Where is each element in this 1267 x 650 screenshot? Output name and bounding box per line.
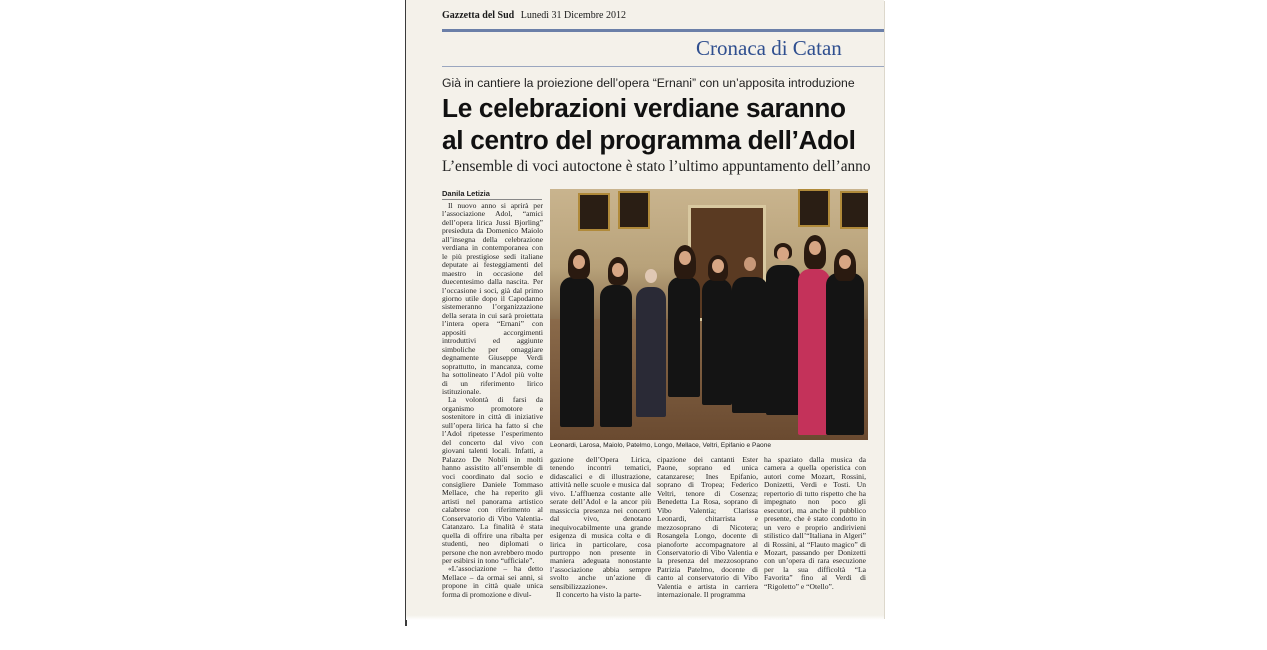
body-paragraph: cipazione dei cantanti Ester Paone, soprano ed unica catanzarese; Ines Epifanio, soprano di Tropea; Federico Veltri, tenore di Cosenza; Benedetta La Rosa, soprano di Vibo Valentia; Clarissa Leonardi, chitarrista e mezzosoprano di Nicotera; Rosangela Longo, docente di pianoforte accompagnatore al Conservatorio di Vibo Valentia e la presenza del mezzosoprano Patrizia Patelmo, docente di canto al conservatorio di Vibo Valentia e artista in carriera internazionale. Il programma	[657, 456, 758, 600]
portrait-frame	[798, 189, 830, 227]
body-paragraph: Il concerto ha visto la parte-	[556, 590, 642, 600]
section-rule	[442, 66, 884, 67]
group-photo	[550, 189, 868, 440]
torn-bottom-edge	[406, 612, 884, 620]
person-head	[612, 263, 624, 277]
person-head	[573, 255, 585, 269]
person-figure	[826, 273, 864, 435]
person-head	[645, 269, 657, 283]
body-column-1	[442, 202, 543, 600]
masthead-rule	[442, 29, 884, 32]
body-paragraph: «L’associazione – ha detto Mellace – da ormai sei anni, si propone in città quale unica forma di promozione e divul-	[442, 564, 543, 599]
photo-caption: Leonardi, Larosa, Maiolo, Patelmo, Longo, Mellace, Veltri, Epifanio e Paone	[550, 442, 772, 449]
person-figure	[636, 287, 666, 417]
article-subhead: L’ensemble di voci autoctone è stato l’ultimo appuntamento dell’anno	[442, 158, 871, 175]
headline-line-2: al centro del programma dell’Adol	[442, 125, 856, 155]
body-column-4	[764, 456, 866, 600]
body-column-3	[657, 456, 758, 600]
section-title: Cronaca di Catan	[696, 36, 842, 60]
issue-date: Lunedì 31 Dicembre 2012	[520, 10, 626, 21]
body-paragraph: La volontà di farsi da organismo promotore e sostenitore in città di iniziative sull’opera lirica ha fatto sì che l’Adol ripetesse l’esperimento del concerto dal vivo con giovani talenti locali. Infatti, a Palazzo De Nobili in molti hanno assistito all’ensemble di voci coordinato dal socio e consigliere Daniele Tommaso Mellace, che ha reperito gli artisti nel panorama artistico calabrese con riferimento al Conservatorio di Vibo Valentia-Catanzaro. La finalità è stata quella di offrire una ribalta per studenti, neo diplomati o persone che non avrebbero modo per esibirsi in tono “ufficiale”.	[442, 395, 543, 566]
article-author: Danila Letizia	[442, 189, 542, 200]
person-head	[777, 247, 789, 261]
article-headline	[442, 92, 882, 156]
person-head	[712, 259, 724, 273]
person-head	[744, 257, 756, 271]
portrait-frame	[618, 191, 650, 229]
body-paragraph: ha spaziato dalla musica da camera a quella operistica con autori come Mozart, Rossini, Donizetti, Verdi e Tosti. Un repertorio di tutto rispetto che ha impegnato non poco gli esecutori, ma anche il pubblico presente, che è stato condotto in un vero e proprio andirivieni stilistico dall’“Italiana in Algeri” di Rossini, al “Flauto magico” di Mozart, passando per Donizetti con un’opera di rara esecuzione per la sua difficoltà “La Favorita” fino al Verdi di “Rigoletto” e “Otello”.	[764, 456, 866, 591]
person-figure	[702, 279, 732, 405]
person-head	[839, 255, 851, 269]
body-paragraph: gazione dell’Opera Lirica, tenendo incontri tematici, didascalici e di illustrazione, attività nelle scuole e musica dal vivo. L’affluenza costante alle serate dell’Adol e la ancor più massiccia presenza nei concerti dal vivo, denotano inequivocabilmente una grande esigenza di musica colta e di lirica in particolare, cosa purtroppo non presente in maniera adeguata nonostante l’associazione abbia sempre svolto anche un’azione di sensibilizzazione».	[550, 456, 651, 591]
portrait-frame	[840, 191, 868, 229]
masthead	[442, 10, 626, 21]
portrait-frame	[578, 193, 610, 231]
headline-line-1: Le celebrazioni verdiane saranno	[442, 93, 846, 123]
person-figure	[766, 265, 800, 415]
article-kicker: Già in cantiere la proiezione dell’opera “Ernani” con un’apposita introduzione	[442, 76, 855, 90]
person-figure	[560, 277, 594, 427]
newspaper-clipping	[406, 0, 884, 618]
person-head	[679, 251, 691, 265]
person-figure	[600, 285, 632, 427]
person-head	[809, 241, 821, 255]
newspaper-name: Gazzetta del Sud	[442, 10, 515, 21]
person-figure	[668, 277, 700, 397]
body-column-2	[550, 456, 651, 600]
body-paragraph: Il nuovo anno si aprirà per l’associazione Adol, “amici dell’opera lirica Jussi Bjorling” presieduta da Domenico Maiolo all’insegna della celebrazione verdiana in contemporanea con le più prestigiose sedi italiane deputate ai festeggiamenti del maestro in occasione del duecentesimo dalla nascita. Per l’occasione i soci, già dal primo giorno utile dopo il Capodanno sistemeranno l’organizzazione della serata in cui sarà proiettata l’intera opera “Ernani” con appositi accorgimenti introduttivi ed aggiunte simboliche per omaggiare degnamente Giuseppe Verdi soprattutto, in mancanza, come ha sottolineato l’Adol più volte di un riferimento lirico istituzionale.	[442, 202, 543, 396]
person-figure	[732, 277, 768, 413]
